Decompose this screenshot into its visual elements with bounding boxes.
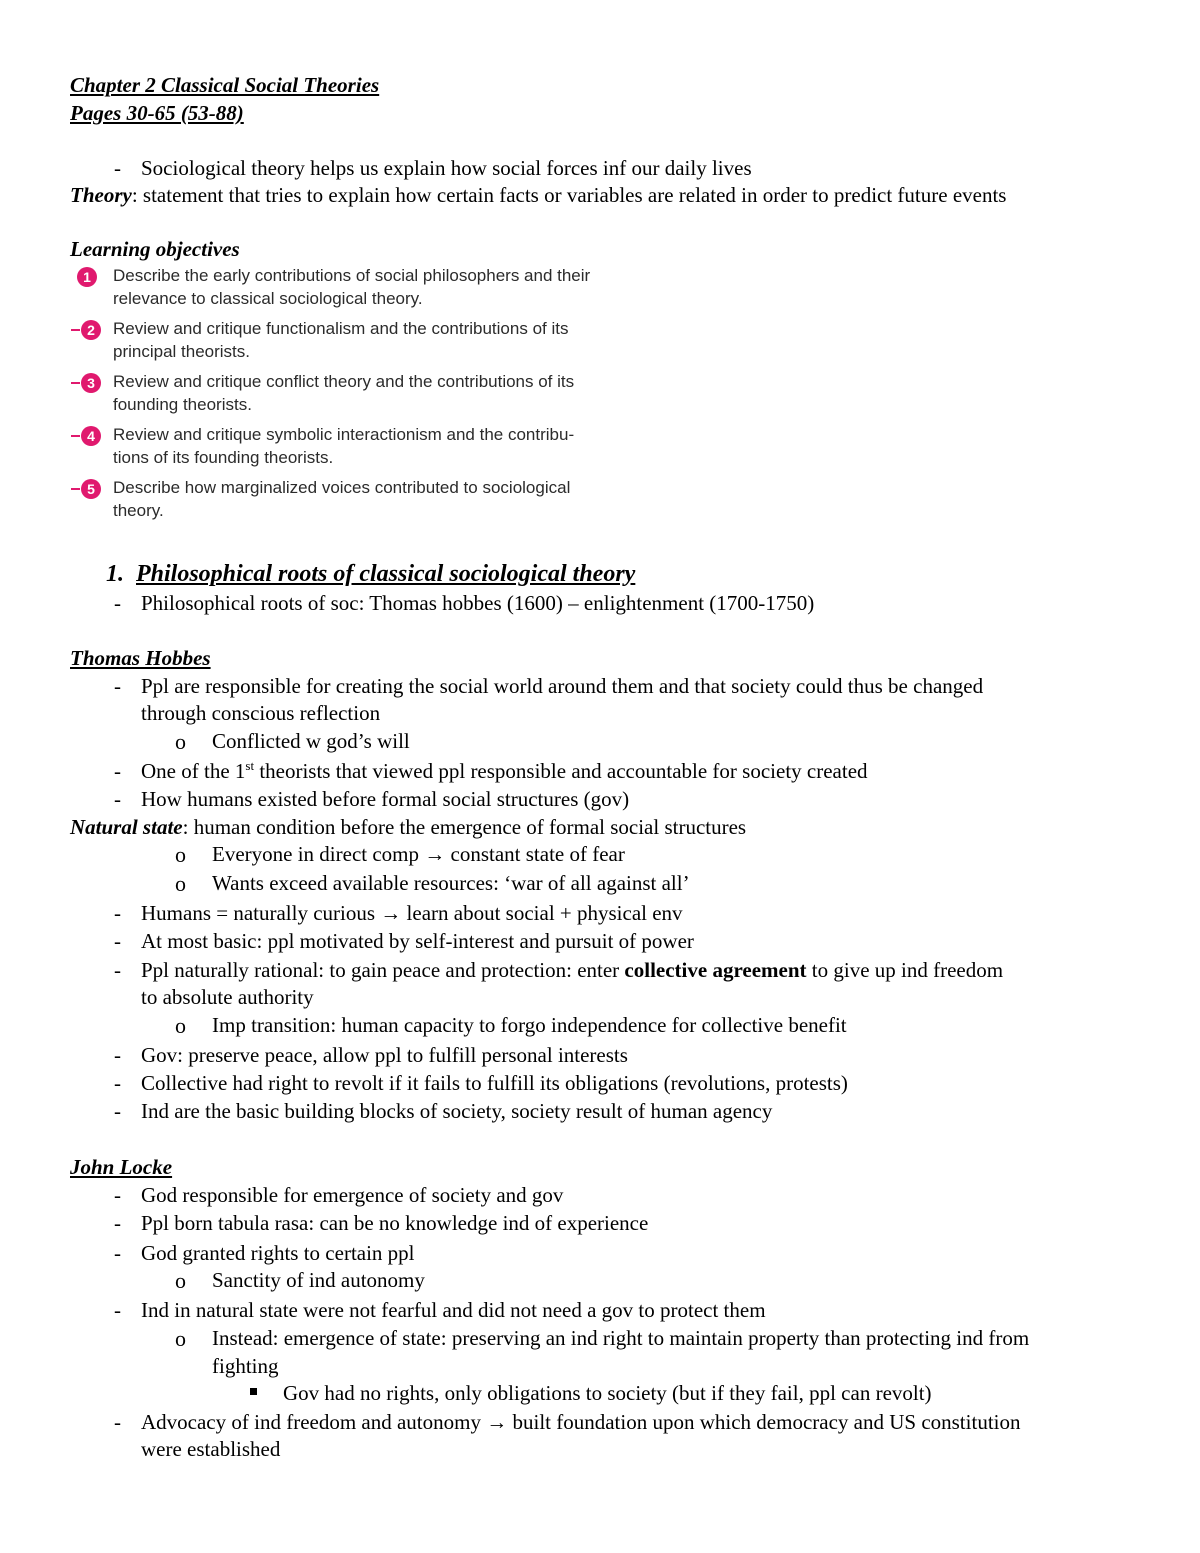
sub-list-item: Sanctity of ind autonomy [212, 1268, 425, 1292]
arrow-right-icon: → [486, 1410, 508, 1434]
bullet-dash: - [114, 901, 121, 925]
text-run: Advocacy of ind freedom and autonomy [141, 1410, 487, 1434]
list-item: Collective had right to revolt if it fails to fulfill its obligations (revolutions, protests) [141, 1071, 848, 1095]
bullet-dash: - [114, 929, 121, 953]
bullet-dash: - [114, 1099, 121, 1123]
arrow-right-icon: → [380, 901, 402, 925]
objective-text-line1: Describe the early contributions of social philosophers and their [113, 266, 591, 285]
list-item: How humans existed before formal social structures (gov) [141, 787, 630, 811]
superscript: st [245, 758, 255, 773]
objective-text-line1: Describe how marginalized voices contributed to sociological [113, 478, 571, 497]
list-item: Ppl born tabula rasa: can be no knowledge ind of experience [141, 1211, 649, 1235]
list-item-continued: were established [141, 1437, 281, 1461]
bullet-dash: - [114, 1241, 121, 1265]
learning-objectives-title: Learning objectives [70, 237, 240, 261]
square-bullet-icon [250, 1388, 257, 1395]
list-item [141, 758, 868, 785]
objective-number-3-icon [70, 372, 110, 394]
objective-number-label: 1 [83, 269, 91, 285]
bold-term: collective agreement [624, 958, 807, 982]
bullet-dash: - [114, 1071, 121, 1095]
chapter-title: Chapter 2 Classical Social Theories [70, 73, 380, 97]
natural-state-def: : human condition before the emergence of formal social structures [182, 815, 747, 839]
hobbes-heading: Thomas Hobbes [70, 646, 211, 670]
page-range: Pages 30-65 (53-88) [70, 101, 244, 125]
theory-definition [70, 182, 1006, 209]
bullet-dash: - [114, 787, 121, 811]
text-run: learn about social + physical env [401, 901, 683, 925]
objective-text-line2: theory. [113, 501, 164, 520]
list-item [141, 900, 683, 927]
bullet-dash: - [114, 156, 121, 180]
sub-bullet-circle: o [175, 1326, 186, 1351]
sub-list-item-continued: fighting [212, 1354, 279, 1378]
natural-state-term: Natural state [70, 815, 183, 839]
list-item: Gov: preserve peace, allow ppl to fulfill personal interests [141, 1043, 628, 1067]
list-item: Ind are the basic building blocks of society, society result of human agency [141, 1099, 773, 1123]
bullet-dash: - [114, 1211, 121, 1235]
list-item: God responsible for emergence of society and gov [141, 1183, 564, 1207]
list-item: Ppl are responsible for creating the social world around them and that society could thus be changed [141, 674, 984, 698]
list-item [141, 957, 1003, 984]
text-run: constant state of fear [445, 842, 625, 866]
sub-bullet-circle: o [175, 1013, 186, 1038]
bullet-dash: - [114, 1183, 121, 1207]
text-run: to give up ind freedom [806, 958, 1004, 982]
text-run: built foundation upon which democracy and US constitution [507, 1410, 1021, 1434]
bullet-dash: - [114, 1043, 121, 1067]
objective-number-label: 5 [87, 481, 95, 497]
objective-number-label: 4 [87, 428, 95, 444]
natural-state-definition [70, 814, 746, 841]
sub-bullet-circle: o [175, 729, 186, 754]
objective-number-label: 2 [87, 322, 95, 338]
objective-text-line2: principal theorists. [113, 342, 251, 361]
locke-heading: John Locke [70, 1155, 173, 1179]
sub-bullet-circle: o [175, 1268, 186, 1293]
text-run: Humans = naturally curious [141, 901, 381, 925]
objective-text-line2: founding theorists. [113, 395, 252, 414]
list-item-continued: to absolute authority [141, 985, 314, 1009]
bullet-dash: - [114, 759, 121, 783]
bullet-dash: - [114, 958, 121, 982]
text-run: Everyone in direct comp [212, 842, 425, 866]
sub-bullet-circle: o [175, 871, 186, 896]
learning-objectives-list [70, 264, 650, 526]
theory-def: : statement that tries to explain how certain facts or variables are related in order to predict future events [131, 183, 1007, 207]
sub-list-item [212, 841, 625, 868]
arrow-right-icon: → [424, 842, 446, 866]
objective-number-5-icon [70, 478, 110, 500]
objective-text-line1: Review and critique functionalism and the contributions of its [113, 319, 569, 338]
objective-number-1-icon [70, 266, 110, 288]
section-bullet: Philosophical roots of soc: Thomas hobbes (1600) – enlightenment (1700-1750) [141, 591, 815, 615]
sub-list-item: Imp transition: human capacity to forgo independence for collective benefit [212, 1013, 847, 1037]
objective-text-line1: Review and critique conflict theory and the contributions of its [113, 372, 575, 391]
bullet-dash: - [114, 1410, 121, 1434]
text-run: theorists that viewed ppl responsible and accountable for society created [254, 759, 868, 783]
objective-text-line2: tions of its founding theorists. [113, 448, 334, 467]
section-title: Philosophical roots of classical sociological theory [136, 561, 636, 587]
list-item-continued: through conscious reflection [141, 701, 381, 725]
text-run: One of the 1 [141, 759, 246, 783]
sub-bullet-circle: o [175, 842, 186, 867]
sub-sub-list-item: Gov had no rights, only obligations to society (but if they fail, ppl can revolt) [283, 1381, 932, 1405]
objective-number-4-icon [70, 425, 110, 447]
list-item [141, 1409, 1020, 1436]
list-item: At most basic: ppl motivated by self-interest and pursuit of power [141, 929, 694, 953]
objective-text-line1: Review and critique symbolic interactionism and the contribu- [113, 425, 575, 444]
objective-number-label: 3 [87, 375, 95, 391]
sub-list-item: Conflicted w god’s will [212, 729, 410, 753]
intro-bullet: Sociological theory helps us explain how social forces inf our daily lives [141, 156, 752, 180]
list-item: God granted rights to certain ppl [141, 1241, 415, 1265]
objective-number-2-icon [70, 319, 110, 341]
bullet-dash: - [114, 591, 121, 615]
sub-list-item: Instead: emergence of state: preserving an ind right to maintain property than protecting ind from [212, 1326, 1030, 1350]
text-run: Ppl naturally rational: to gain peace and protection: enter [141, 958, 625, 982]
sub-list-item: Wants exceed available resources: ‘war of all against all’ [212, 871, 690, 895]
section-number: 1. [106, 561, 124, 587]
list-item: Ind in natural state were not fearful and did not need a gov to protect them [141, 1298, 766, 1322]
bullet-dash: - [114, 1298, 121, 1322]
bullet-dash: - [114, 674, 121, 698]
theory-term: Theory [70, 183, 132, 207]
objective-text-line2: relevance to classical sociological theory. [113, 289, 423, 308]
section-heading [106, 559, 635, 589]
